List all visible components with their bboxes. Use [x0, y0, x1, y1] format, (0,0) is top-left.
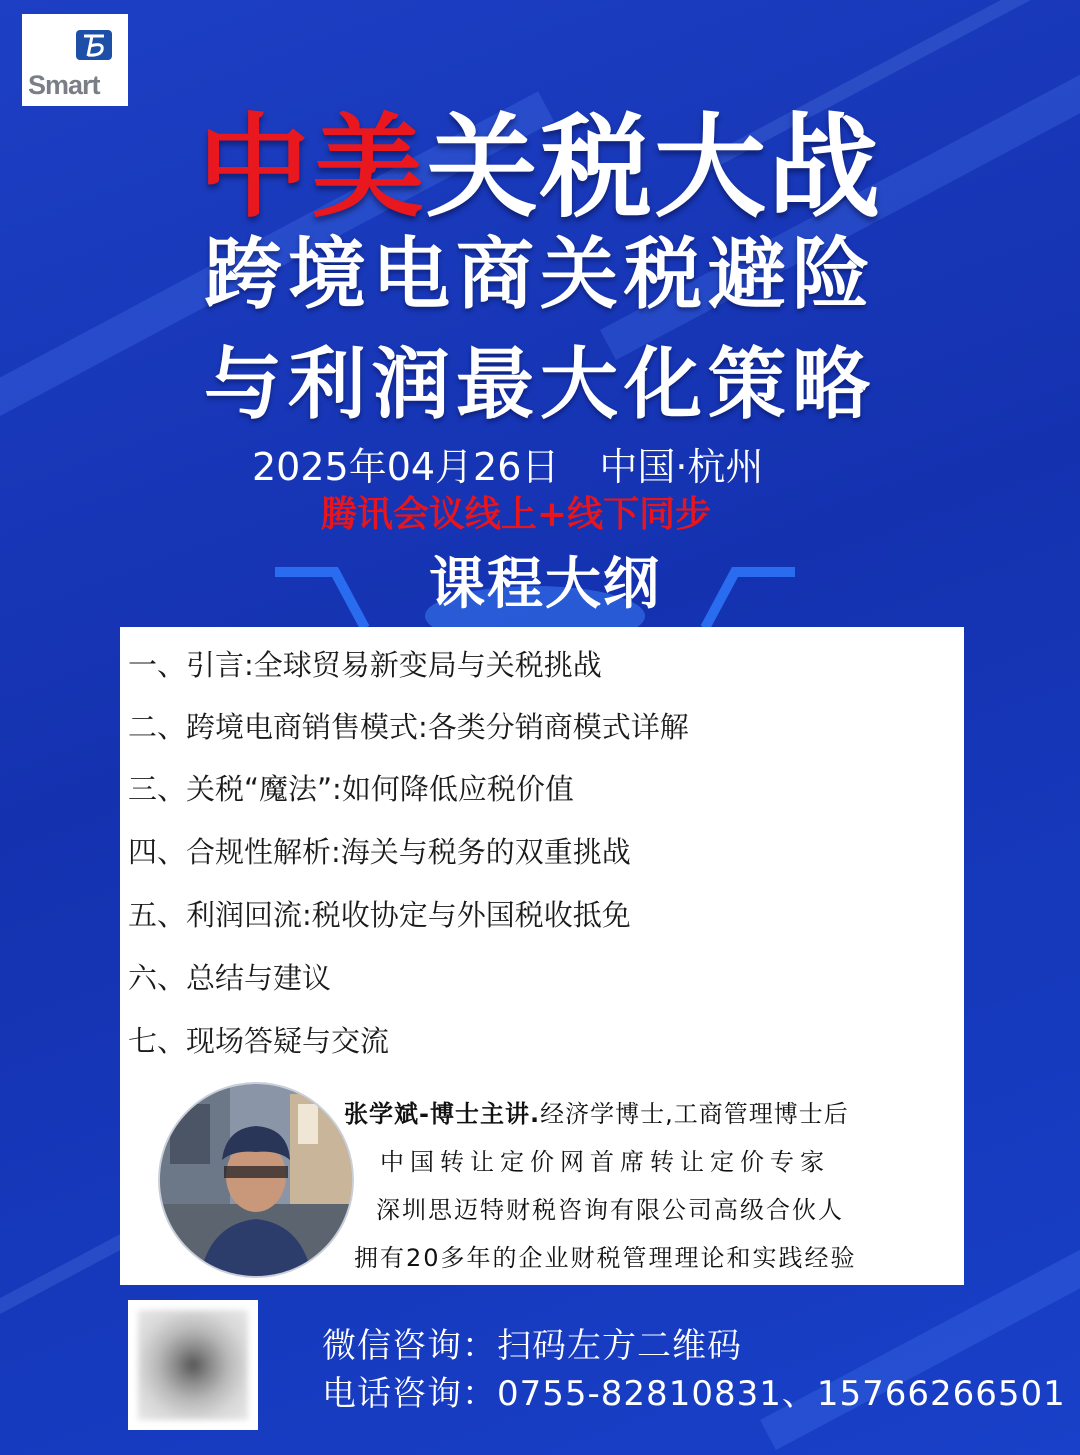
outline-item: 一、引言:全球贸易新变局与关税挑战 — [128, 648, 602, 682]
speaker-line-4: 拥有20多年的企业财税管理理论和实践经验 — [354, 1244, 857, 1272]
wechat-contact: 微信咨询：扫码左方二维码 — [322, 1326, 742, 1366]
event-date: 2025年04月26日 — [252, 445, 560, 489]
speaker-line-1 — [344, 1094, 849, 1129]
logo-text: Smart — [28, 70, 100, 100]
headline-line-3: 与利润最大化策略 — [203, 340, 876, 430]
outline-item: 二、跨境电商销售模式:各类分销商模式详解 — [128, 710, 689, 744]
speaker-degree: 经济学博士,工商管理博士后 — [540, 1100, 849, 1128]
outline-heading: 课程大纲 — [429, 552, 661, 617]
speaker-line-2: 中国转让定价网首席转让定价专家 — [380, 1148, 830, 1176]
headline-line-2: 跨境电商关税避险 — [203, 230, 876, 320]
outline-item: 七、现场答疑与交流 — [128, 1024, 390, 1058]
speaker-name: 张学斌-博士主讲. — [344, 1100, 541, 1128]
headline-white-text: 关税大战 — [426, 103, 882, 233]
phone-contact: 电话咨询：0755-82810831、15766266501 — [322, 1374, 1066, 1414]
event-mode: 腾讯会议线上+线下同步 — [320, 494, 712, 535]
event-date-location — [252, 436, 764, 491]
headline-red-text: 中美 — [198, 103, 426, 233]
event-location: 中国·杭州 — [599, 445, 764, 489]
outline-item: 六、总结与建议 — [128, 961, 332, 995]
speaker-photo — [158, 1082, 354, 1278]
speaker-line-3: 深圳思迈特财税咨询有限公司高级合伙人 — [376, 1196, 844, 1224]
outline-item: 三、关税“魔法”:如何降低应税价值 — [128, 772, 574, 806]
logo-mark-icon — [70, 28, 116, 64]
speaker-section — [120, 1074, 964, 1285]
qr-code[interactable] — [128, 1300, 258, 1430]
outline-item: 五、利润回流:税收协定与外国税收抵免 — [128, 898, 631, 932]
outline-panel — [120, 627, 964, 1285]
outline-item: 四、合规性解析:海关与税务的双重挑战 — [128, 835, 631, 869]
